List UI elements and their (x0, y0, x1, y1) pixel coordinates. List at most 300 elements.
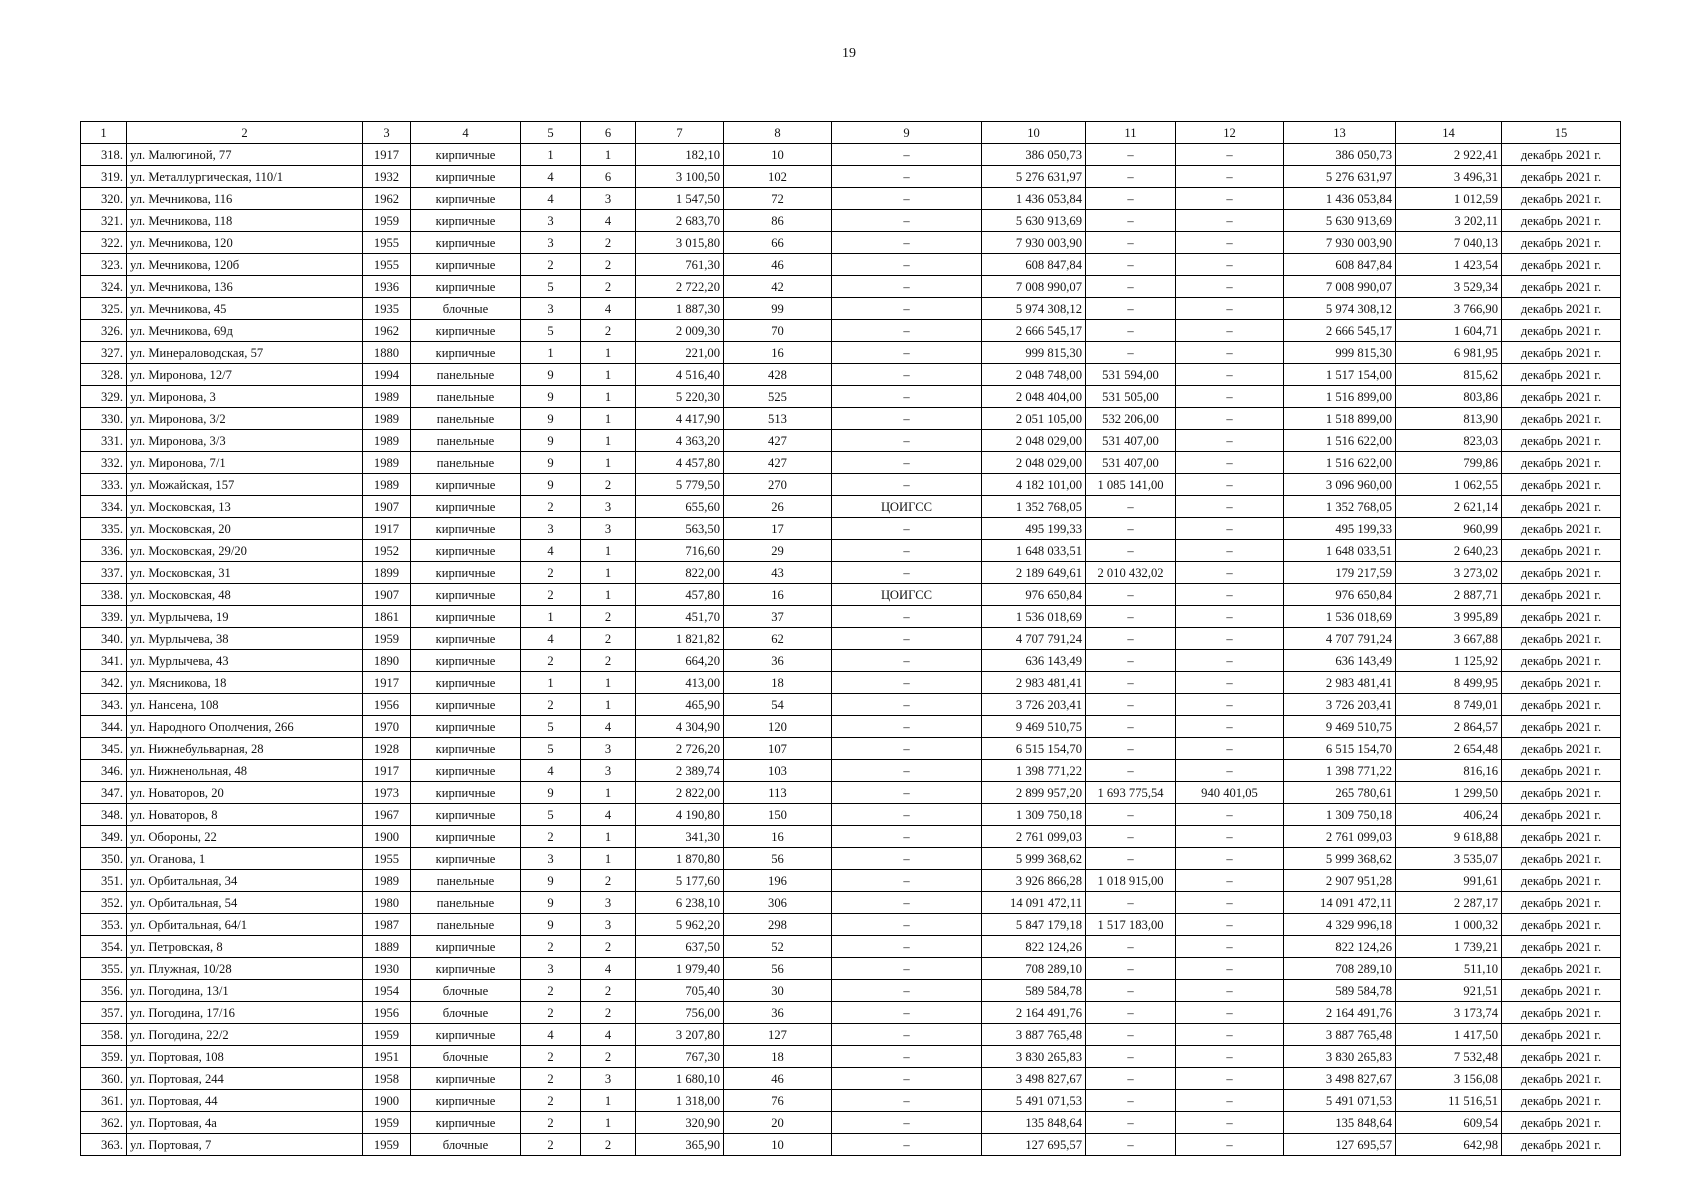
cost-col-11-cell: – (1086, 540, 1176, 562)
wall-material-cell: кирпичные (411, 650, 521, 672)
wall-material-cell: панельные (411, 430, 521, 452)
residents-cell: 428 (724, 364, 832, 386)
wall-material-cell: кирпичные (411, 188, 521, 210)
floors-cell: 2 (521, 1090, 581, 1112)
entrances-cell: 4 (581, 210, 636, 232)
cost-col-12-cell: – (1176, 166, 1284, 188)
cost-col-13-cell: 7 008 990,07 (1284, 276, 1396, 298)
cost-col-12-cell: – (1176, 144, 1284, 166)
heritage-status-cell: – (832, 1112, 982, 1134)
entrances-cell: 2 (581, 650, 636, 672)
address-cell: ул. Петровская, 8 (127, 936, 363, 958)
cost-per-sqm-cell: 991,61 (1396, 870, 1502, 892)
cost-col-13-cell: 1 309 750,18 (1284, 804, 1396, 826)
area-cell: 182,10 (636, 144, 724, 166)
cost-per-sqm-cell: 3 766,90 (1396, 298, 1502, 320)
year-built-cell: 1917 (363, 760, 411, 782)
heritage-status-cell: – (832, 606, 982, 628)
area-cell: 1 547,50 (636, 188, 724, 210)
floors-cell: 3 (521, 232, 581, 254)
heritage-status-cell: – (832, 342, 982, 364)
column-header-12: 12 (1176, 122, 1284, 144)
address-cell: ул. Орбитальная, 54 (127, 892, 363, 914)
deadline-cell: декабрь 2021 г. (1502, 1024, 1621, 1046)
heritage-status-cell: – (832, 1024, 982, 1046)
cost-per-sqm-cell: 803,86 (1396, 386, 1502, 408)
entrances-cell: 1 (581, 1112, 636, 1134)
cost-per-sqm-cell: 511,10 (1396, 958, 1502, 980)
table-row (81, 540, 1621, 562)
entrances-cell: 4 (581, 804, 636, 826)
row-number-cell: 331. (81, 430, 127, 452)
address-cell: ул. Московская, 29/20 (127, 540, 363, 562)
area-cell: 320,90 (636, 1112, 724, 1134)
total-cost-cell: 3 498 827,67 (982, 1068, 1086, 1090)
floors-cell: 2 (521, 584, 581, 606)
residents-cell: 16 (724, 826, 832, 848)
entrances-cell: 6 (581, 166, 636, 188)
deadline-cell: декабрь 2021 г. (1502, 672, 1621, 694)
row-number-cell: 346. (81, 760, 127, 782)
deadline-cell: декабрь 2021 г. (1502, 342, 1621, 364)
area-cell: 2 822,00 (636, 782, 724, 804)
residents-cell: 107 (724, 738, 832, 760)
row-number-cell: 337. (81, 562, 127, 584)
total-cost-cell: 5 630 913,69 (982, 210, 1086, 232)
cost-col-11-cell: 1 085 141,00 (1086, 474, 1176, 496)
area-cell: 4 190,80 (636, 804, 724, 826)
row-number-cell: 332. (81, 452, 127, 474)
table-row (81, 694, 1621, 716)
address-cell: ул. Новаторов, 8 (127, 804, 363, 826)
floors-cell: 9 (521, 782, 581, 804)
entrances-cell: 1 (581, 364, 636, 386)
heritage-status-cell: – (832, 166, 982, 188)
residents-cell: 52 (724, 936, 832, 958)
cost-col-11-cell: 531 505,00 (1086, 386, 1176, 408)
deadline-cell: декабрь 2021 г. (1502, 606, 1621, 628)
column-header-8: 8 (724, 122, 832, 144)
table-row (81, 496, 1621, 518)
entrances-cell: 1 (581, 144, 636, 166)
wall-material-cell: кирпичные (411, 606, 521, 628)
address-cell: ул. Мечникова, 136 (127, 276, 363, 298)
entrances-cell: 2 (581, 1134, 636, 1156)
heritage-status-cell: – (832, 1046, 982, 1068)
cost-col-11-cell: – (1086, 1068, 1176, 1090)
cost-col-12-cell: – (1176, 1090, 1284, 1112)
cost-col-12-cell: 940 401,05 (1176, 782, 1284, 804)
entrances-cell: 1 (581, 540, 636, 562)
area-cell: 3 207,80 (636, 1024, 724, 1046)
cost-per-sqm-cell: 816,16 (1396, 760, 1502, 782)
cost-col-13-cell: 5 999 368,62 (1284, 848, 1396, 870)
wall-material-cell: панельные (411, 364, 521, 386)
floors-cell: 4 (521, 540, 581, 562)
cost-per-sqm-cell: 8 749,01 (1396, 694, 1502, 716)
address-cell: ул. Московская, 48 (127, 584, 363, 606)
area-cell: 664,20 (636, 650, 724, 672)
wall-material-cell: блочные (411, 1046, 521, 1068)
cost-col-11-cell: – (1086, 1024, 1176, 1046)
cost-col-12-cell: – (1176, 980, 1284, 1002)
cost-per-sqm-cell: 3 995,89 (1396, 606, 1502, 628)
residents-cell: 18 (724, 672, 832, 694)
entrances-cell: 2 (581, 474, 636, 496)
row-number-cell: 325. (81, 298, 127, 320)
entrances-cell: 3 (581, 892, 636, 914)
entrances-cell: 2 (581, 936, 636, 958)
address-cell: ул. Портовая, 108 (127, 1046, 363, 1068)
cost-col-11-cell: – (1086, 1134, 1176, 1156)
heritage-status-cell: – (832, 386, 982, 408)
total-cost-cell: 2 051 105,00 (982, 408, 1086, 430)
cost-per-sqm-cell: 799,86 (1396, 452, 1502, 474)
residents-cell: 30 (724, 980, 832, 1002)
row-number-cell: 351. (81, 870, 127, 892)
heritage-status-cell: – (832, 210, 982, 232)
total-cost-cell: 5 999 368,62 (982, 848, 1086, 870)
wall-material-cell: кирпичные (411, 628, 521, 650)
table-row (81, 606, 1621, 628)
cost-col-11-cell: – (1086, 606, 1176, 628)
deadline-cell: декабрь 2021 г. (1502, 144, 1621, 166)
cost-per-sqm-cell: 2 887,71 (1396, 584, 1502, 606)
table-row (81, 650, 1621, 672)
area-cell: 5 779,50 (636, 474, 724, 496)
wall-material-cell: кирпичные (411, 496, 521, 518)
entrances-cell: 3 (581, 914, 636, 936)
residents-cell: 427 (724, 452, 832, 474)
cost-col-11-cell: – (1086, 650, 1176, 672)
row-number-cell: 363. (81, 1134, 127, 1156)
cost-col-11-cell: – (1086, 980, 1176, 1002)
area-cell: 451,70 (636, 606, 724, 628)
total-cost-cell: 5 491 071,53 (982, 1090, 1086, 1112)
address-cell: ул. Портовая, 44 (127, 1090, 363, 1112)
cost-col-11-cell: – (1086, 848, 1176, 870)
table-row (81, 386, 1621, 408)
address-cell: ул. Орбитальная, 34 (127, 870, 363, 892)
cost-col-12-cell: – (1176, 958, 1284, 980)
cost-col-11-cell: – (1086, 1046, 1176, 1068)
total-cost-cell: 608 847,84 (982, 254, 1086, 276)
total-cost-cell: 1 436 053,84 (982, 188, 1086, 210)
cost-per-sqm-cell: 7 532,48 (1396, 1046, 1502, 1068)
entrances-cell: 2 (581, 870, 636, 892)
total-cost-cell: 7 008 990,07 (982, 276, 1086, 298)
year-built-cell: 1930 (363, 958, 411, 980)
cost-col-13-cell: 135 848,64 (1284, 1112, 1396, 1134)
address-cell: ул. Можайская, 157 (127, 474, 363, 496)
column-header-15: 15 (1502, 122, 1621, 144)
year-built-cell: 1899 (363, 562, 411, 584)
floors-cell: 9 (521, 364, 581, 386)
wall-material-cell: кирпичные (411, 936, 521, 958)
deadline-cell: декабрь 2021 г. (1502, 452, 1621, 474)
wall-material-cell: панельные (411, 408, 521, 430)
address-cell: ул. Мечникова, 120 (127, 232, 363, 254)
area-cell: 761,30 (636, 254, 724, 276)
column-header-5: 5 (521, 122, 581, 144)
residents-cell: 525 (724, 386, 832, 408)
residents-cell: 46 (724, 254, 832, 276)
cost-col-12-cell: – (1176, 386, 1284, 408)
total-cost-cell: 2 048 029,00 (982, 430, 1086, 452)
year-built-cell: 1861 (363, 606, 411, 628)
table-row (81, 716, 1621, 738)
area-cell: 637,50 (636, 936, 724, 958)
residents-cell: 10 (724, 144, 832, 166)
cost-col-13-cell: 7 930 003,90 (1284, 232, 1396, 254)
table-row (81, 166, 1621, 188)
year-built-cell: 1955 (363, 254, 411, 276)
address-cell: ул. Мурлычева, 19 (127, 606, 363, 628)
cost-per-sqm-cell: 6 981,95 (1396, 342, 1502, 364)
table-row (81, 210, 1621, 232)
cost-col-12-cell: – (1176, 540, 1284, 562)
year-built-cell: 1954 (363, 980, 411, 1002)
floors-cell: 9 (521, 474, 581, 496)
column-number-row (81, 122, 1621, 144)
heritage-status-cell: – (832, 452, 982, 474)
address-cell: ул. Нижнебульварная, 28 (127, 738, 363, 760)
total-cost-cell: 2 048 029,00 (982, 452, 1086, 474)
cost-col-13-cell: 2 907 951,28 (1284, 870, 1396, 892)
cost-col-12-cell: – (1176, 936, 1284, 958)
address-cell: ул. Портовая, 4а (127, 1112, 363, 1134)
residents-cell: 62 (724, 628, 832, 650)
deadline-cell: декабрь 2021 г. (1502, 430, 1621, 452)
total-cost-cell: 999 815,30 (982, 342, 1086, 364)
entrances-cell: 1 (581, 386, 636, 408)
row-number-cell: 350. (81, 848, 127, 870)
area-cell: 5 962,20 (636, 914, 724, 936)
area-cell: 767,30 (636, 1046, 724, 1068)
deadline-cell: декабрь 2021 г. (1502, 518, 1621, 540)
cost-per-sqm-cell: 11 516,51 (1396, 1090, 1502, 1112)
cost-per-sqm-cell: 8 499,95 (1396, 672, 1502, 694)
table-row (81, 1024, 1621, 1046)
row-number-cell: 361. (81, 1090, 127, 1112)
row-number-cell: 336. (81, 540, 127, 562)
cost-per-sqm-cell: 1 739,21 (1396, 936, 1502, 958)
cost-per-sqm-cell: 921,51 (1396, 980, 1502, 1002)
address-cell: ул. Минераловодская, 57 (127, 342, 363, 364)
area-cell: 756,00 (636, 1002, 724, 1024)
table-row (81, 474, 1621, 496)
heritage-status-cell: – (832, 1090, 982, 1112)
year-built-cell: 1880 (363, 342, 411, 364)
heritage-status-cell: – (832, 562, 982, 584)
cost-per-sqm-cell: 2 621,14 (1396, 496, 1502, 518)
total-cost-cell: 2 048 748,00 (982, 364, 1086, 386)
wall-material-cell: кирпичные (411, 1068, 521, 1090)
area-cell: 655,60 (636, 496, 724, 518)
table-row (81, 870, 1621, 892)
table-row (81, 1112, 1621, 1134)
floors-cell: 2 (521, 694, 581, 716)
cost-col-12-cell: – (1176, 672, 1284, 694)
cost-per-sqm-cell: 1 299,50 (1396, 782, 1502, 804)
residents-cell: 270 (724, 474, 832, 496)
floors-cell: 2 (521, 1068, 581, 1090)
cost-col-11-cell: 532 206,00 (1086, 408, 1176, 430)
row-number-cell: 338. (81, 584, 127, 606)
total-cost-cell: 1 309 750,18 (982, 804, 1086, 826)
cost-per-sqm-cell: 815,62 (1396, 364, 1502, 386)
cost-col-13-cell: 127 695,57 (1284, 1134, 1396, 1156)
table-row (81, 848, 1621, 870)
total-cost-cell: 7 930 003,90 (982, 232, 1086, 254)
area-cell: 4 304,90 (636, 716, 724, 738)
residents-cell: 16 (724, 342, 832, 364)
cost-col-11-cell: – (1086, 716, 1176, 738)
address-cell: ул. Погодина, 17/16 (127, 1002, 363, 1024)
cost-col-12-cell: – (1176, 892, 1284, 914)
cost-col-13-cell: 1 536 018,69 (1284, 606, 1396, 628)
cost-col-11-cell: – (1086, 1112, 1176, 1134)
address-cell: ул. Малюгиной, 77 (127, 144, 363, 166)
cost-per-sqm-cell: 2 640,23 (1396, 540, 1502, 562)
cost-col-12-cell: – (1176, 408, 1284, 430)
year-built-cell: 1889 (363, 936, 411, 958)
cost-col-11-cell: 1 517 183,00 (1086, 914, 1176, 936)
area-cell: 1 318,00 (636, 1090, 724, 1112)
floors-cell: 5 (521, 320, 581, 342)
heritage-status-cell: – (832, 936, 982, 958)
table-row (81, 430, 1621, 452)
table-row (81, 144, 1621, 166)
deadline-cell: декабрь 2021 г. (1502, 232, 1621, 254)
cost-col-12-cell: – (1176, 606, 1284, 628)
deadline-cell: декабрь 2021 г. (1502, 188, 1621, 210)
floors-cell: 2 (521, 1112, 581, 1134)
wall-material-cell: кирпичные (411, 760, 521, 782)
row-number-cell: 329. (81, 386, 127, 408)
housing-register-table (80, 121, 1621, 1156)
area-cell: 465,90 (636, 694, 724, 716)
year-built-cell: 1989 (363, 386, 411, 408)
entrances-cell: 2 (581, 606, 636, 628)
row-number-cell: 339. (81, 606, 127, 628)
address-cell: ул. Погодина, 13/1 (127, 980, 363, 1002)
cost-col-12-cell: – (1176, 584, 1284, 606)
cost-col-12-cell: – (1176, 188, 1284, 210)
total-cost-cell: 135 848,64 (982, 1112, 1086, 1134)
wall-material-cell: кирпичные (411, 144, 521, 166)
cost-col-11-cell: 531 407,00 (1086, 430, 1176, 452)
floors-cell: 4 (521, 166, 581, 188)
row-number-cell: 327. (81, 342, 127, 364)
cost-per-sqm-cell: 3 156,08 (1396, 1068, 1502, 1090)
cost-col-12-cell: – (1176, 1046, 1284, 1068)
floors-cell: 2 (521, 1134, 581, 1156)
cost-col-13-cell: 2 983 481,41 (1284, 672, 1396, 694)
floors-cell: 4 (521, 1024, 581, 1046)
cost-col-11-cell: – (1086, 254, 1176, 276)
address-cell: ул. Московская, 13 (127, 496, 363, 518)
heritage-status-cell: ЦОИГСС (832, 496, 982, 518)
cost-per-sqm-cell: 406,24 (1396, 804, 1502, 826)
area-cell: 3 100,50 (636, 166, 724, 188)
residents-cell: 196 (724, 870, 832, 892)
cost-col-13-cell: 5 630 913,69 (1284, 210, 1396, 232)
area-cell: 2 683,70 (636, 210, 724, 232)
column-header-14: 14 (1396, 122, 1502, 144)
wall-material-cell: блочные (411, 1134, 521, 1156)
floors-cell: 2 (521, 1046, 581, 1068)
cost-per-sqm-cell: 1 062,55 (1396, 474, 1502, 496)
wall-material-cell: кирпичные (411, 782, 521, 804)
residents-cell: 46 (724, 1068, 832, 1090)
year-built-cell: 1970 (363, 716, 411, 738)
entrances-cell: 1 (581, 1090, 636, 1112)
residents-cell: 76 (724, 1090, 832, 1112)
row-number-cell: 326. (81, 320, 127, 342)
table-row (81, 782, 1621, 804)
heritage-status-cell: – (832, 408, 982, 430)
table-row (81, 672, 1621, 694)
column-header-7: 7 (636, 122, 724, 144)
total-cost-cell: 708 289,10 (982, 958, 1086, 980)
residents-cell: 113 (724, 782, 832, 804)
area-cell: 563,50 (636, 518, 724, 540)
area-cell: 5 177,60 (636, 870, 724, 892)
deadline-cell: декабрь 2021 г. (1502, 364, 1621, 386)
year-built-cell: 1973 (363, 782, 411, 804)
row-number-cell: 349. (81, 826, 127, 848)
cost-per-sqm-cell: 1 125,92 (1396, 650, 1502, 672)
cost-col-12-cell: – (1176, 518, 1284, 540)
area-cell: 1 887,30 (636, 298, 724, 320)
cost-per-sqm-cell: 2 287,17 (1396, 892, 1502, 914)
cost-col-12-cell: – (1176, 1002, 1284, 1024)
area-cell: 4 417,90 (636, 408, 724, 430)
floors-cell: 2 (521, 980, 581, 1002)
heritage-status-cell: – (832, 276, 982, 298)
total-cost-cell: 127 695,57 (982, 1134, 1086, 1156)
cost-col-11-cell: – (1086, 320, 1176, 342)
year-built-cell: 1936 (363, 276, 411, 298)
cost-col-12-cell: – (1176, 210, 1284, 232)
heritage-status-cell: – (832, 980, 982, 1002)
floors-cell: 5 (521, 738, 581, 760)
cost-col-12-cell: – (1176, 804, 1284, 826)
deadline-cell: декабрь 2021 г. (1502, 804, 1621, 826)
total-cost-cell: 3 830 265,83 (982, 1046, 1086, 1068)
residents-cell: 26 (724, 496, 832, 518)
floors-cell: 5 (521, 276, 581, 298)
row-number-cell: 319. (81, 166, 127, 188)
address-cell: ул. Мурлычева, 38 (127, 628, 363, 650)
cost-col-12-cell: – (1176, 430, 1284, 452)
cost-col-11-cell: – (1086, 584, 1176, 606)
address-cell: ул. Миронова, 3 (127, 386, 363, 408)
address-cell: ул. Мечникова, 69д (127, 320, 363, 342)
total-cost-cell: 4 707 791,24 (982, 628, 1086, 650)
deadline-cell: декабрь 2021 г. (1502, 1046, 1621, 1068)
heritage-status-cell: – (832, 232, 982, 254)
total-cost-cell: 9 469 510,75 (982, 716, 1086, 738)
area-cell: 365,90 (636, 1134, 724, 1156)
row-number-cell: 324. (81, 276, 127, 298)
entrances-cell: 3 (581, 518, 636, 540)
address-cell: ул. Металлургическая, 110/1 (127, 166, 363, 188)
deadline-cell: декабрь 2021 г. (1502, 826, 1621, 848)
year-built-cell: 1989 (363, 430, 411, 452)
wall-material-cell: кирпичные (411, 232, 521, 254)
